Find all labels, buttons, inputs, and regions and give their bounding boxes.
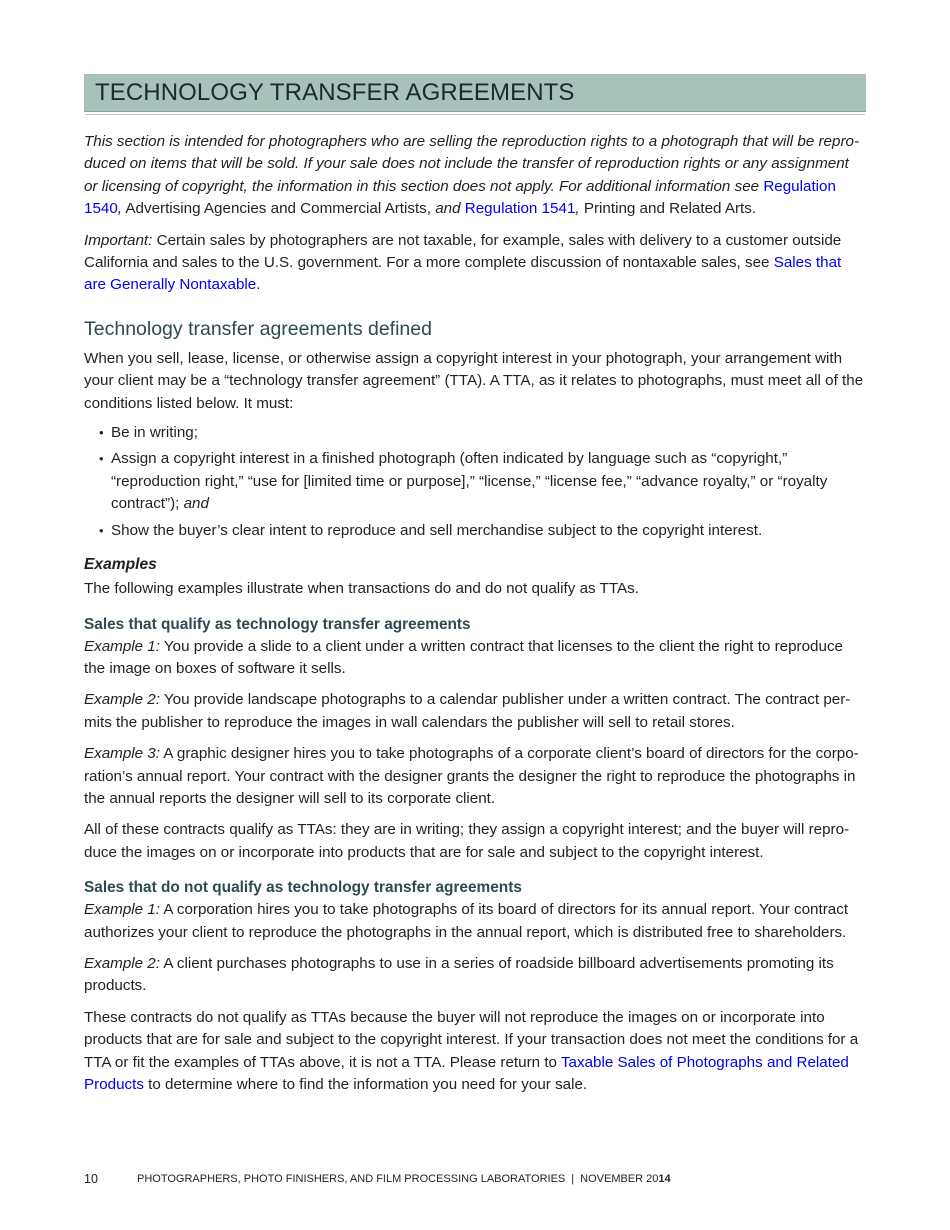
example-text: A corporation hires you to take photographs of its board of directors for its annual report. Your contract authorizes your client to reproduce the photographs in the annual report, which is distributed free to shareholders.: [84, 901, 849, 941]
bullet-icon: •: [99, 425, 104, 441]
list-item: [84, 520, 866, 542]
bullet-icon: •: [99, 522, 104, 538]
examples-heading: Examples: [84, 556, 157, 574]
qualify-example-1: [84, 636, 866, 681]
intro-printing: Printing and Related Arts.: [579, 200, 757, 218]
list-item: [84, 448, 866, 515]
example-label: Example 3:: [84, 745, 160, 763]
list-item-text: Be in writing;: [111, 424, 198, 442]
list-item-text: Show the buyer’s clear intent to reproduce and sell merchandise subject to the copyright interest.: [111, 521, 763, 539]
nontaxable-sales-link[interactable]: Sales that are Generally Nontaxable: [84, 254, 842, 294]
nontaxable-sales-link-period[interactable]: .: [256, 276, 261, 294]
example-label: Example 1:: [84, 637, 160, 655]
important-paragraph: [84, 230, 866, 297]
page-content: [84, 74, 866, 1096]
intro-text: This section is intended for photographers who are selling the reproduction rights to a photograph that will be repro-duced on items that will be sold. If your sale does not include the transfer of reproduction rights or any assignment or licensing of copyright, the information in this section does not apply. For additional information see: [84, 133, 860, 195]
list-item-italic: and: [183, 495, 209, 513]
taxable-sales-photographs-link[interactable]: Taxable Sales of Photographs and Related Products: [84, 1053, 849, 1093]
footer-date-bold: 14: [658, 1173, 671, 1185]
intro-paragraph: [84, 131, 866, 221]
summary-end: to determine where to find the information you need for your sale.: [143, 1076, 588, 1093]
bullet-icon: •: [99, 451, 104, 467]
examples-intro: The following examples illustrate when transactions do and do not qualify as TTAs.: [84, 580, 639, 598]
example-label: Example 1:: [84, 901, 160, 919]
list-item: [84, 422, 866, 444]
regulation-1541-link[interactable]: Regulation 1541: [464, 200, 576, 218]
example-text: A client purchases photographs to use in a series of roadside billboard advertisements promoting its products.: [84, 954, 834, 995]
list-item-text: Assign a copyright interest in a finished photograph (often indicated by language such as “copyright,” “reproduction right,” “use for [limited time or purpose],” “license,” “license fee,” “advance royalty,” or “royalty contract”);: [111, 450, 828, 513]
tta-conditions-list: [84, 422, 866, 542]
tta-defined-paragraph: When you sell, lease, license, or otherwise assign a copyright interest in your photograph, your arrangement with your client may be a “technology transfer agreement” (TTA). A TTA, as it relates to photographs, must meet all of the conditions listed below. It must:: [84, 349, 864, 412]
section-banner: [84, 74, 866, 112]
summary-text: These contracts do not qualify as TTAs because the buyer will not reproduce the images on or incorporate into products that are for sale and subject to the copyright interest. If your transaction does not meet the conditions for a TTA or fit the examples of TTAs above, it is not a TTA. Please return to: [84, 1008, 859, 1071]
intro-advertising: Advertising Agencies and Commercial Artists,: [122, 200, 436, 218]
important-text: Certain sales by photographers are not taxable, for example, sales with delivery to a customer outside California and sales to the U.S. government. For a more complete discussion of nontaxable sales, see: [84, 231, 842, 272]
intro-comma-1: ,: [117, 200, 123, 218]
qualify-summary: All of these contracts qualify as TTAs: they are in writing; they assign a copyright interest; and the buyer will repro-duce the images on or incorporate into products that are for sale and subject to the copyright interest.: [84, 821, 850, 861]
not-qualify-summary: [84, 1007, 866, 1097]
qualify-heading: Sales that qualify as technology transfer agreements: [84, 615, 471, 633]
footer-publication: PHOTOGRAPHERS, PHOTO FINISHERS, AND FILM PROCESSING LABORATORIES: [137, 1173, 566, 1185]
regulation-1540-link[interactable]: Regulation 1540: [84, 177, 836, 218]
not-qualify-example-2: [84, 953, 866, 998]
example-label: Example 2:: [84, 954, 160, 972]
footer-separator: |: [571, 1173, 575, 1185]
important-label: Important:: [84, 231, 153, 249]
example-text: A graphic designer hires you to take photographs of a corporate client’s board of directors for the corpo-ration’s annual report. Your contract with the designer grants the designer the right to reproduce the photographs in the annual reports the designer will sell to its corporate client.: [84, 745, 859, 807]
not-qualify-example-1: [84, 899, 866, 944]
intro-and: and: [435, 200, 465, 218]
example-label: Example 2:: [84, 691, 160, 709]
page-number: 10: [84, 1172, 98, 1186]
intro-comma-2: ,: [575, 200, 580, 218]
example-text: You provide a slide to a client under a written contract that licenses to the client the right to reproduce the image on boxes of software it sells.: [84, 637, 843, 677]
page-footer: [84, 1172, 671, 1186]
tta-defined-heading: Technology transfer agreements defined: [84, 317, 432, 340]
footer-date-prefix: NOVEMBER 20: [580, 1173, 659, 1185]
section-title: TECHNOLOGY TRANSFER AGREEMENTS: [95, 78, 575, 106]
not-qualify-heading: Sales that do not qualify as technology transfer agreements: [84, 879, 522, 897]
example-text: You provide landscape photographs to a calendar publisher under a written contract. The contract per-mits the publisher to reproduce the images in wall calendars the publisher will sell to retail stores.: [84, 691, 851, 731]
footer-date: [580, 1173, 671, 1185]
qualify-example-3: [84, 743, 866, 810]
qualify-example-2: [84, 689, 866, 734]
